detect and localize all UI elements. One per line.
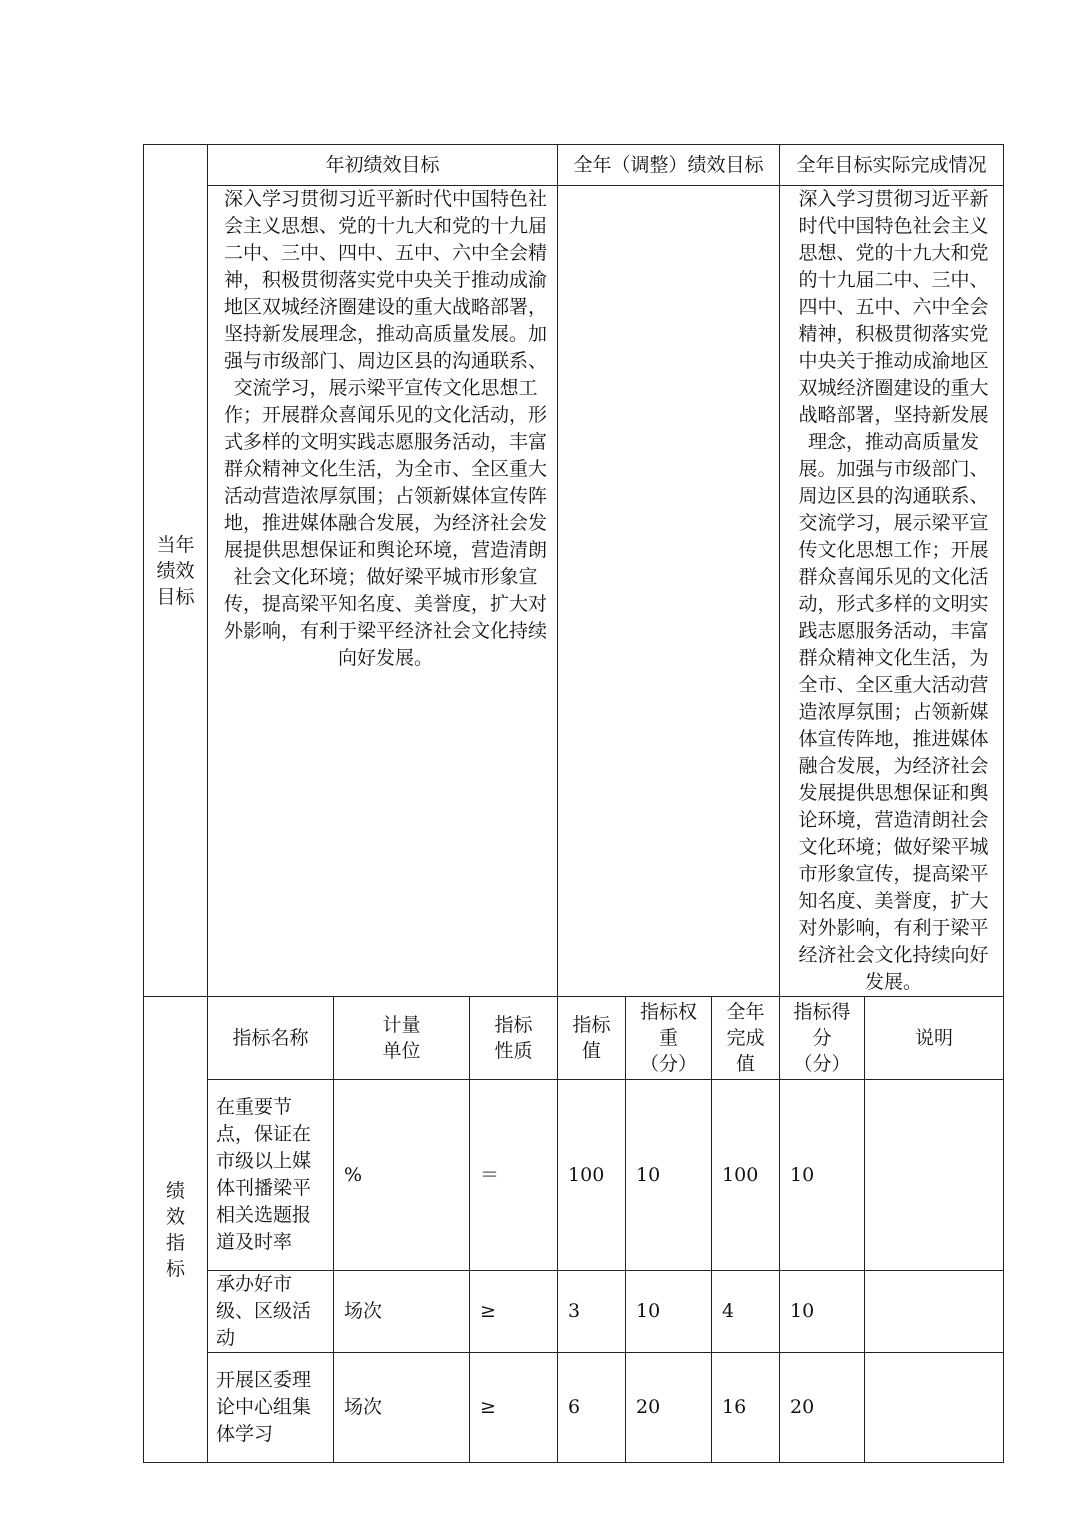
indicators-header-row	[144, 997, 1004, 1080]
unit-header: 计量 单位	[334, 997, 470, 1080]
indicator-unit: 场次	[334, 1353, 470, 1463]
indicator-name-header: 指标名称	[208, 997, 334, 1080]
actual-goal-text: 深入学习贯彻习近平新时代中国特色社会主义思想、党的十九大和党的十九届二中、三中、四中、五中、六中全会精神，积极贯彻落实党中央关于推动成渝地区双城经济圈建设的重大战略部署，坚持新发展理念，推动高质量发展。加强与市级部门、周边区县的沟通联系、交流学习，展示梁平宣传文化思想工作；开展群众喜闻乐见的文化活动，形式多样的文明实践志愿服务活动，丰富群众精神文化生活，为全市、全区重大活动营造浓厚氛围；占领新媒体宣传阵地，推进媒体融合发展，为经济社会发展提供思想保证和舆论环境，营造清朗社会文化环境；做好梁平城市形象宣传，提高梁平知名度、美誉度，扩大对外影响，有利于梁平经济社会文化持续向好发展。	[780, 186, 1004, 997]
indicator-unit: 场次	[334, 1271, 470, 1353]
indicator-value: 6	[558, 1353, 626, 1463]
indicator-weight: 20	[626, 1353, 712, 1463]
indicator-value: 100	[558, 1080, 626, 1271]
value-header: 指标 值	[558, 997, 626, 1080]
table-row	[144, 1271, 1004, 1353]
indicator-score: 20	[780, 1353, 865, 1463]
indicator-weight: 10	[626, 1080, 712, 1271]
indicator-completion: 100	[712, 1080, 780, 1271]
goals-side-label: 当年 绩效 目标	[156, 533, 195, 608]
indicator-score: 10	[780, 1080, 865, 1271]
indicator-value: 3	[558, 1271, 626, 1353]
indicator-name: 在重要节点，保证在市级以上媒体刊播梁平相关选题报道及时率	[208, 1080, 334, 1271]
indicators-side-label-cell	[144, 997, 208, 1463]
goals-side-label-cell	[144, 145, 208, 997]
performance-table	[143, 144, 1004, 1463]
table-row	[144, 1080, 1004, 1271]
indicator-weight: 10	[626, 1271, 712, 1353]
indicator-name: 开展区委理论中心组集体学习	[208, 1353, 334, 1463]
indicator-note	[865, 1080, 1004, 1271]
indicator-completion: 4	[712, 1271, 780, 1353]
indicators-side-label: 绩 效 指 标	[165, 1179, 185, 1280]
table-row	[144, 1353, 1004, 1463]
adjusted-goal-text	[558, 186, 780, 997]
indicator-unit: %	[334, 1080, 470, 1271]
indicator-score: 10	[780, 1271, 865, 1353]
indicator-completion: 16	[712, 1353, 780, 1463]
weight-header: 指标权 重 （分）	[626, 997, 712, 1080]
actual-goal-header: 全年目标实际完成情况	[780, 145, 1004, 186]
goals-body-row	[144, 186, 1004, 997]
indicator-note	[865, 1271, 1004, 1353]
note-header: 说明	[865, 997, 1004, 1080]
nature-header: 指标 性质	[470, 997, 558, 1080]
score-header: 指标得 分 （分）	[780, 997, 865, 1080]
goals-header-row	[144, 145, 1004, 186]
initial-goal-text: 深入学习贯彻习近平新时代中国特色社会主义思想、党的十九大和党的十九届二中、三中、四中、五中、六中全会精神，积极贯彻落实党中央关于推动成渝地区双城经济圈建设的重大战略部署，坚持新发展理念，推动高质量发展。加强与市级部门、周边区县的沟通联系、交流学习，展示梁平宣传文化思想工作；开展群众喜闻乐见的文化活动，形式多样的文明实践志愿服务活动，丰富群众精神文化生活，为全市、全区重大活动营造浓厚氛围；占领新媒体宣传阵地，推进媒体融合发展，为经济社会发展提供思想保证和舆论环境，营造清朗社会文化环境；做好梁平城市形象宣传，提高梁平知名度、美誉度，扩大对外影响，有利于梁平经济社会文化持续向好发展。	[208, 186, 558, 997]
indicator-nature: ＝	[470, 1080, 558, 1271]
completion-header: 全年 完成 值	[712, 997, 780, 1080]
indicator-note	[865, 1353, 1004, 1463]
indicator-name: 承办好市级、区级活动	[208, 1271, 334, 1353]
adjusted-goal-header: 全年（调整）绩效目标	[558, 145, 780, 186]
initial-goal-header: 年初绩效目标	[208, 145, 558, 186]
indicator-nature: ≥	[470, 1271, 558, 1353]
indicator-nature: ≥	[470, 1353, 558, 1463]
